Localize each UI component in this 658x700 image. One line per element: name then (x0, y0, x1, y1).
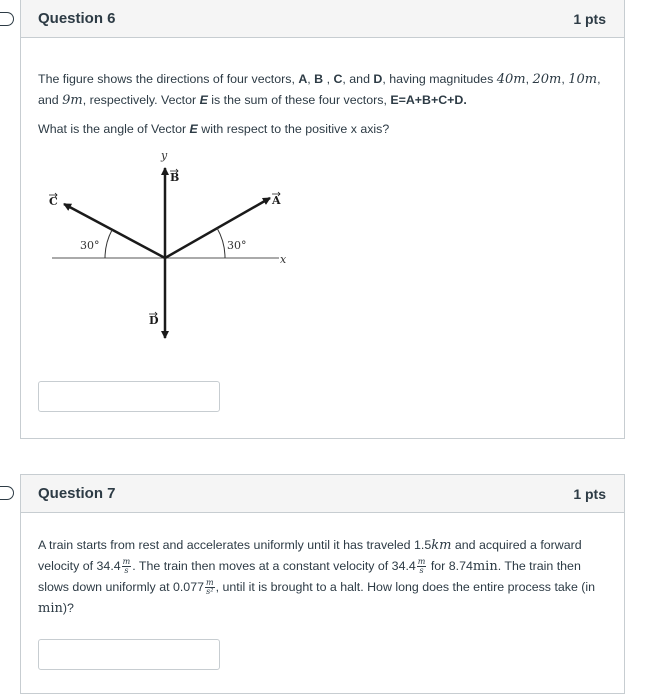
q7-text-part: . The train then slows down uniformly at 0.077 (38, 559, 581, 594)
vector-c-diagram-label: C (49, 195, 58, 208)
question-7-title: Question 7 (38, 485, 116, 502)
question-6-body (21, 69, 624, 412)
x-axis-label: x (280, 253, 287, 266)
q6-text-part: , (525, 72, 533, 86)
q6-text-part: is the sum of these four vectors, (207, 93, 391, 107)
sum-equation: E=A+B+C+D. (390, 93, 467, 107)
question-6-answer-input[interactable] (38, 381, 220, 412)
q7-text-part: . The train then moves at a constant velocity of 34.4 (132, 559, 416, 573)
frac-den: s (124, 566, 129, 576)
question-6-flag-icon[interactable] (0, 12, 14, 26)
q6-text-part: , (561, 72, 569, 86)
question-6-title: Question 6 (38, 10, 116, 27)
q6-prompt-part: What is the angle of Vector (38, 122, 190, 136)
unit-m-per-s (122, 558, 132, 575)
vector-diagram (47, 146, 317, 346)
question-6-card (20, 0, 625, 439)
q7-text-part: )? (62, 601, 74, 615)
q6-text-part: , (323, 72, 334, 86)
vector-a-label: A (298, 72, 308, 86)
unit-min: min (472, 559, 498, 574)
q6-text-part: , and (342, 72, 374, 86)
vector-e-label: E (189, 122, 198, 136)
question-7-answer-input[interactable] (38, 639, 220, 670)
angle-arc-left (105, 230, 112, 258)
magnitude-c: 10m (568, 72, 598, 87)
frac-num: m (122, 557, 131, 567)
vector-c-label: C (333, 72, 343, 86)
magnitude-a: 40m (496, 72, 526, 87)
frac-den: s² (206, 587, 214, 597)
question-7-card (20, 474, 625, 694)
vector-a-diagram-label: A (272, 194, 281, 207)
vector-e-label: E (199, 93, 208, 107)
angle-label-left: 30° (80, 239, 100, 252)
q6-text-part: The figure shows the directions of four vectors, (38, 72, 299, 86)
angle-arc-right (217, 228, 225, 258)
unit-m-per-s (417, 558, 427, 575)
q7-text-part: and acquired a forward velocity of 34.4 (38, 538, 582, 573)
question-6-points: 1 pts (573, 10, 606, 27)
question-6-text (38, 69, 607, 111)
q6-text-part: , and (38, 72, 601, 107)
q7-text-part: for 8.74 (427, 559, 473, 573)
frac-num: m (205, 578, 214, 588)
frac-den: s (419, 566, 424, 576)
question-7-points: 1 pts (573, 485, 606, 502)
unit-min: min (38, 601, 63, 616)
frac-num: m (417, 557, 426, 567)
q7-text-part: A train starts from rest and accelerates uniformly until it has traveled 1.5 (38, 538, 432, 552)
q6-text-part: , respectively. Vector (82, 93, 200, 107)
question-7-text (38, 535, 607, 619)
unit-m-per-s2 (205, 579, 215, 596)
q6-text-part: , having magnitudes (382, 72, 497, 86)
q7-text-part: , until it is brought to a halt. How long does the entire process take (in (215, 580, 596, 594)
question-6-header (21, 0, 624, 38)
q6-prompt-part: with respect to the positive x axis? (197, 122, 390, 136)
magnitude-b: 20m (532, 72, 562, 87)
question-7-header (21, 475, 624, 513)
vector-b-diagram-label: B (170, 171, 180, 184)
question-7-body (21, 535, 624, 670)
vector-b-label: B (314, 72, 324, 86)
magnitude-d: 9m (62, 93, 83, 108)
angle-label-right: 30° (227, 239, 247, 252)
vector-d-diagram-label: D (149, 314, 159, 327)
q6-text-part: , (307, 72, 315, 86)
y-axis-label: y (161, 149, 168, 162)
unit-km: km (431, 538, 452, 553)
question-6-prompt (38, 119, 607, 140)
question-7-flag-icon[interactable] (0, 486, 14, 500)
vector-d-label: D (373, 72, 383, 86)
